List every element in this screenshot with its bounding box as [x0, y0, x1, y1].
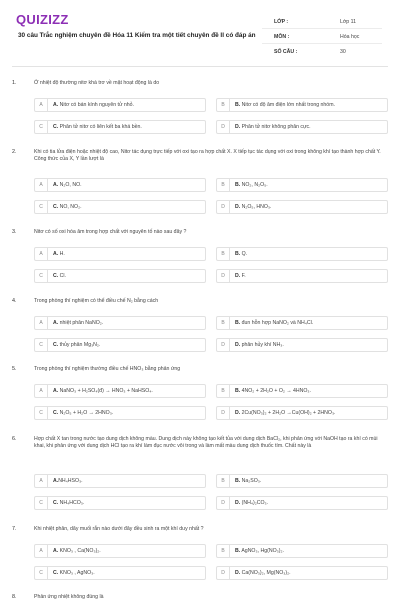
option-a[interactable] — [34, 384, 206, 398]
option-letter: C — [35, 497, 48, 509]
option-letter: D — [217, 270, 230, 282]
meta-row-class — [262, 14, 382, 29]
option-d[interactable] — [216, 406, 388, 420]
option-c[interactable] — [34, 406, 206, 420]
option-c[interactable] — [34, 200, 206, 214]
quizizz-logo: QUIZIZZ — [16, 12, 69, 27]
option-text: NaNO₃ + H₂SO₄(đ) → HNO₃ + NaHSO₄. — [59, 388, 153, 394]
option-text: phân hủy khí NH₃. — [241, 342, 284, 348]
option-prefix: D. — [235, 570, 241, 576]
option-text: thủy phân Mg₃N₂. — [59, 342, 101, 348]
worksheet-title: 30 câu Trắc nghiệm chuyên đề Hóa 11 Kiểm tra một tiết chuyên đề II có đáp án — [18, 32, 256, 39]
question-text: Hợp chất X tan trong nước tạo dung dịch không màu. Dung dịch này không tạo kết tủa với dung dịch BaCl₂, khi phản ứng với NaOH tạo ra khí có mùi khai, khi phản ứng với dung dịch HCl tạo ra khí làm đục nước vôi trong và làm mất màu dung dịch thuốc tím. Chất này là — [34, 436, 378, 450]
option-c[interactable] — [34, 566, 206, 580]
option-letter: C — [35, 567, 48, 579]
option-text: nhiệt phân NaNO₂. — [59, 320, 104, 326]
option-prefix: A. — [53, 388, 59, 394]
option-d[interactable] — [216, 566, 388, 580]
option-a[interactable] — [34, 178, 206, 192]
option-letter: A — [35, 317, 48, 329]
option-text: 4NO₂ + 2H₂O + O₂ → 4HNO₃. — [241, 388, 311, 394]
option-b[interactable] — [216, 98, 388, 112]
option-a[interactable] — [34, 247, 206, 261]
question-number: 2. — [12, 149, 17, 155]
option-d[interactable] — [216, 496, 388, 510]
option-text: AgNO₃, Hg(NO₃)₂. — [241, 548, 284, 554]
meta-value: 30 — [340, 49, 346, 55]
meta-value: Lớp 11 — [340, 19, 356, 25]
question-number: 3. — [12, 229, 17, 235]
question-text: Nitơ có số oxi hóa âm trong hợp chất với nguyên tố nào sau đây ? — [34, 229, 187, 235]
option-c[interactable] — [34, 120, 206, 134]
question-text: Khi có tia lửa điện hoặc nhiệt độ cao, Nitơ tác dụng trực tiếp với oxi tạo ra hợp chất X. X tiếp tục tác dụng với oxi trong không khí tạo thành hợp chất Y. Công thức của X, Y lần lượt là — [34, 149, 381, 163]
option-prefix: C. — [53, 124, 59, 130]
option-text: Phân tử nitơ không phân cực. — [241, 124, 311, 130]
option-text: NH₄HCO₃. — [59, 500, 85, 506]
option-d[interactable] — [216, 269, 388, 283]
option-prefix: D. — [235, 273, 241, 279]
option-text: KNO₃ , Ca(NO₃)₂. — [59, 548, 101, 554]
option-prefix: C. — [53, 500, 59, 506]
option-letter: C — [35, 121, 48, 133]
option-prefix: A. — [53, 548, 59, 554]
option-prefix: B. — [235, 388, 241, 394]
meta-label: MÔN : — [274, 34, 290, 40]
option-prefix: C. — [53, 342, 59, 348]
option-letter: A — [35, 385, 48, 397]
option-letter: D — [217, 497, 230, 509]
option-letter: D — [217, 201, 230, 213]
option-prefix: B. — [235, 251, 241, 257]
option-prefix: C. — [53, 204, 59, 210]
option-text: NO, NO₂. — [59, 204, 82, 210]
option-prefix: A. — [53, 182, 59, 188]
option-text: Ca(NO₃)₂, Mg(NO₃)₂. — [241, 570, 291, 576]
option-text: NO₂, N₂O₅. — [241, 182, 268, 188]
question-text: Phản ứng nhiệt không đúng là — [34, 594, 104, 600]
option-text: Na₂SO₃. — [241, 478, 262, 484]
option-letter: D — [217, 567, 230, 579]
option-prefix: A. — [53, 251, 59, 257]
option-a[interactable] — [34, 316, 206, 330]
option-text: N₂O₅, HNO₃. — [241, 204, 272, 210]
option-prefix: D. — [235, 124, 241, 130]
question-number: 5. — [12, 366, 17, 372]
option-c[interactable] — [34, 269, 206, 283]
option-prefix: D. — [235, 500, 241, 506]
option-text: Q. — [241, 251, 248, 257]
option-text: F. — [241, 273, 246, 279]
option-b[interactable] — [216, 384, 388, 398]
option-prefix: D. — [235, 342, 241, 348]
question-number: 8. — [12, 594, 17, 600]
option-prefix: C. — [53, 570, 59, 576]
option-a[interactable] — [34, 474, 206, 488]
option-letter: A — [35, 248, 48, 260]
option-text: Cl. — [59, 273, 66, 279]
option-prefix: C. — [53, 273, 59, 279]
option-prefix: D. — [235, 204, 241, 210]
option-letter: C — [35, 270, 48, 282]
meta-label: SỐ CÂU : — [274, 49, 298, 55]
option-prefix: A. — [53, 320, 59, 326]
option-d[interactable] — [216, 200, 388, 214]
option-c[interactable] — [34, 338, 206, 352]
meta-label: LỚP : — [274, 19, 289, 25]
option-letter: C — [35, 201, 48, 213]
option-text: (NH₄)₂CO₃. — [241, 500, 269, 506]
question-text: Khi nhiệt phân, dãy muối rắn nào dưới đây đều sinh ra một khí duy nhất ? — [34, 526, 204, 532]
question-text: Ở nhiệt độ thường nitơ khá trơ về mặt hoạt động là do — [34, 80, 160, 86]
option-b[interactable] — [216, 316, 388, 330]
option-text: 2Cu(NO₃)₂ + 2H₂O →Cu(OH)₂ + 2HNO₃. — [241, 410, 336, 416]
option-letter: D — [217, 339, 230, 351]
option-letter: B — [217, 248, 230, 260]
option-text: Nitơ có độ âm điện lớn nhất trong nhóm. — [241, 102, 335, 108]
question-text: Trong phòng thí nghiệm thường điều chế HNO₃ bằng phản ứng — [34, 366, 181, 372]
question-text: Trong phòng thí nghiệm có thể điều chế N₂ bằng cách — [34, 298, 159, 304]
option-letter: B — [217, 179, 230, 191]
option-text: KNO₃ , AgNO₃. — [59, 570, 95, 576]
option-letter: B — [217, 545, 230, 557]
option-prefix: D. — [235, 410, 241, 416]
option-letter: B — [217, 475, 230, 487]
option-text: Phân tử nitơ có liên kết ba khá bền. — [59, 124, 142, 130]
option-d[interactable] — [216, 120, 388, 134]
question-8 — [12, 594, 388, 600]
option-prefix: B. — [235, 102, 241, 108]
question-number: 1. — [12, 80, 17, 86]
option-b[interactable] — [216, 178, 388, 192]
option-text: đun hỗn hợp NaNO₂ và NH₄Cl. — [241, 320, 314, 326]
question-number: 6. — [12, 436, 17, 442]
option-prefix: B. — [235, 320, 241, 326]
option-b[interactable] — [216, 247, 388, 261]
option-letter: C — [35, 339, 48, 351]
option-letter: A — [35, 475, 48, 487]
meta-row-count — [262, 44, 382, 58]
option-letter: D — [217, 407, 230, 419]
option-text: N₂O, NO. — [59, 182, 82, 188]
option-b[interactable] — [216, 474, 388, 488]
option-text: N₂O₅ + H₂O → 2HNO₃. — [59, 410, 114, 416]
option-prefix: B. — [235, 182, 241, 188]
meta-row-subject — [262, 29, 382, 44]
option-b[interactable] — [216, 544, 388, 558]
option-prefix: B. — [235, 478, 241, 484]
meta-value: Hóa học — [340, 34, 360, 40]
option-prefix: C. — [53, 410, 59, 416]
option-text: H. — [59, 251, 65, 257]
option-text: NH₄HSO₃. — [58, 478, 83, 484]
option-letter: A — [35, 179, 48, 191]
option-prefix: B. — [235, 548, 241, 554]
option-a[interactable] — [34, 98, 206, 112]
option-letter: A — [35, 545, 48, 557]
question-number: 7. — [12, 526, 17, 532]
worksheet-meta — [262, 14, 382, 58]
question-number: 4. — [12, 298, 17, 304]
option-letter: C — [35, 407, 48, 419]
option-prefix: A. — [53, 478, 59, 484]
option-a[interactable] — [34, 544, 206, 558]
option-letter: A — [35, 99, 48, 111]
option-letter: D — [217, 121, 230, 133]
option-prefix: A. — [53, 102, 59, 108]
option-letter: B — [217, 99, 230, 111]
option-c[interactable] — [34, 496, 206, 510]
option-letter: B — [217, 317, 230, 329]
option-d[interactable] — [216, 338, 388, 352]
option-text: Nitơ có bán kính nguyên tử nhỏ. — [59, 102, 134, 108]
option-letter: B — [217, 385, 230, 397]
worksheet-header — [12, 10, 388, 67]
